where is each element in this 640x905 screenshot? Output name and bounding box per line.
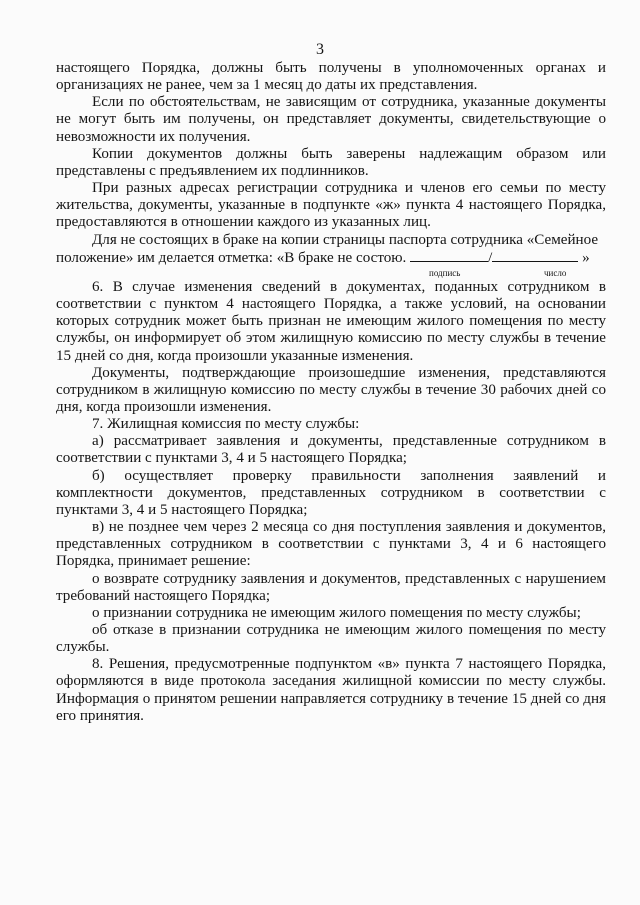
paragraph: При разных адресах регистрации сотрудника и членов его семьи по месту жительства, документы, указанные в подпункте «ж» пункта 4 настоящего Порядка, предоставляются в отношении каждого из указанных лиц. <box>56 180 606 231</box>
closing-quote: » <box>582 249 590 266</box>
list-item: в) не позднее чем через 2 месяца со дня поступления заявления и документов, представленных сотрудником в соответствии с пунктами 3, 4 и 6 настоящего Порядка, принимает решение: <box>56 519 606 570</box>
list-item: о возврате сотруднику заявления и документов, представленных с нарушением требований настоящего Порядка; <box>56 570 606 604</box>
paragraph: 7. Жилищная комиссия по месту службы: <box>92 416 360 433</box>
paragraph: Если по обстоятельствам, не зависящим от сотрудника, указанные документы не могут быть им получены, он представляет документы, свидетельствующие о невозможности их получения. <box>56 94 606 145</box>
list-item: а) рассматривает заявления и документы, представленные сотрудником в соответствии с пунктами 3, 4 и 5 настоящего Порядка; <box>56 433 606 467</box>
paragraph: 8. Решения, предусмотренные подпунктом «в» пункта 7 настоящего Порядка, оформляются в виде протокола заседания жилищной комиссии по месту службы. Информация о принятом решении направляется сотруднику в течение 15 дней со дня его принятия. <box>56 656 606 724</box>
marriage-note-line-1: Для не состоящих в браке на копии страницы паспорта сотрудника «Семейное <box>92 231 599 248</box>
list-item: о признании сотрудника не имеющим жилого помещения по месту службы; <box>92 604 581 621</box>
date-blank <box>492 249 578 262</box>
caption-number: число <box>544 267 567 278</box>
marriage-note-line-2 <box>56 249 606 267</box>
document-body <box>56 60 606 725</box>
signature-blank <box>410 249 488 262</box>
signature-captions <box>56 267 606 279</box>
page-number: 3 <box>316 41 324 58</box>
paragraph: 6. В случае изменения сведений в документах, поданных сотрудником в соответствии с пунктом 4 настоящего Порядка, а также условий, на основании которых сотрудник может быть признан не имеющим жилого помещения по месту службы, он информирует об этом жилищную комиссию по месту службы в течение 15 дней со дня, когда произошли указанные изменения. <box>56 278 606 364</box>
separator: / <box>488 249 493 266</box>
paragraph: Копии документов должны быть заверены надлежащим образом или представлены с предъявлением их подлинников. <box>56 145 606 179</box>
list-item: об отказе в признании сотрудника не имеющим жилого помещения по месту службы. <box>56 622 606 656</box>
paragraph: настоящего Порядка, должны быть получены в уполномоченных органах и организациях не ранее, чем за 1 месяц до даты их представления. <box>56 60 606 94</box>
paragraph: Документы, подтверждающие произошедшие изменения, представляются сотрудником в жилищную комиссию по месту службы в течение 30 рабочих дней со дня, когда произошли изменения. <box>56 364 606 415</box>
list-item: б) осуществляет проверку правильности заполнения заявлений и комплектности документов, представленных сотрудником в соответствии с пунктами 3, 4 и 5 настоящего Порядка; <box>56 467 606 518</box>
marriage-note-text: положение» им делается отметка: «В браке не состою. <box>56 249 407 266</box>
caption-signature: подпись <box>429 267 461 278</box>
